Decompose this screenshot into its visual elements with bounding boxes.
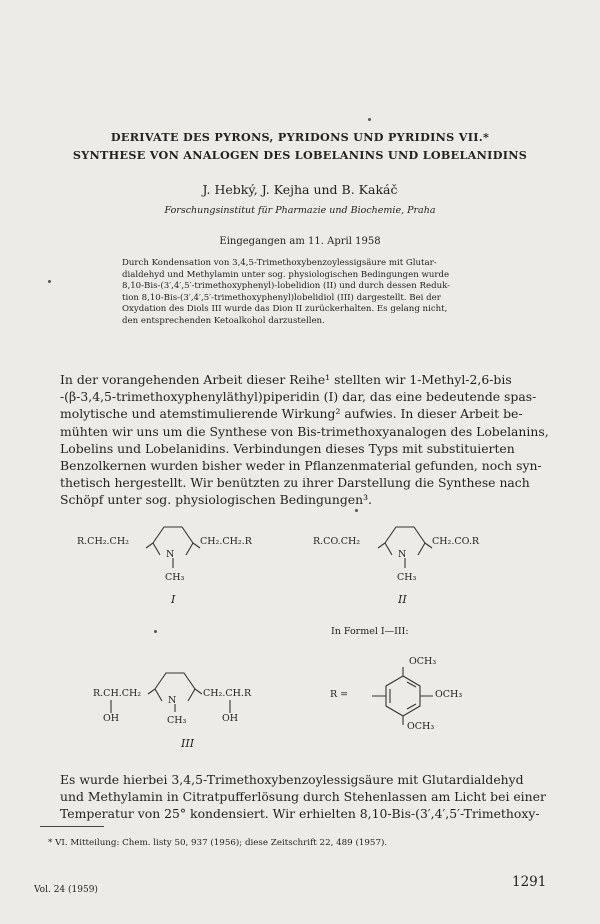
methoxy-bottom: OCH₃	[407, 721, 435, 732]
body-line: molytische und atemstimulierende Wirkung² aufwies. In dieser Arbeit be-	[60, 406, 523, 422]
formula-1-left-chain: R.CH₂.CH₂	[77, 536, 129, 547]
abstract-line: den entsprechenden Ketoalkohol darzustellen.	[122, 315, 325, 326]
footnote: * VI. Mitteilung: Chem. listy 50, 937 (1956); diese Zeitschrift 22, 489 (1957).	[48, 838, 388, 848]
body-line: Schöpf unter sog. physiologischen Bedingungen³.	[60, 492, 372, 508]
body-line: und Methylamin in Citratpufferlösung durch Stehenlassen am Licht bei einer	[60, 789, 546, 805]
formula-1-label: I	[171, 593, 176, 606]
formula-1-nitrogen: N	[166, 549, 175, 560]
speck	[368, 118, 371, 121]
formula-3-label: III	[181, 737, 195, 750]
abstract-line: tion 8,10-Bis-(3′,4′,5′-trimethoxyphenyl)lobelidiol (III) dargestellt. Bei der	[122, 292, 441, 303]
abstract-line: 8,10-Bis-(3′,4′,5′-trimethoxyphenyl)-lobelidion (II) und durch dessen Reduk-	[122, 281, 451, 292]
formula-3-methyl: CH₃	[167, 715, 187, 726]
methoxy-right: OCH₃	[435, 689, 463, 700]
article-title-line1: DERIVATE DES PYRONS, PYRIDONS UND PYRIDINS VII.*	[110, 130, 490, 144]
abstract-line: Durch Kondensation von 3,4,5-Trimethoxybenzoylessigsäure mit Glutar-	[122, 258, 437, 268]
formula-note: In Formel I—III:	[331, 626, 409, 637]
formula-3-left-chain: R.CH.CH₂	[93, 688, 142, 699]
abstract-line: Oxydation des Diols III wurde das Dion II zurückerhalten. Es gelang nicht,	[122, 304, 448, 315]
formula-1-right-chain: CH₂.CH₂.R	[200, 536, 252, 547]
body-line: mühten wir uns um die Synthese von Bis-trimethoxyanalogen des Lobelanins,	[60, 423, 549, 439]
institute-affiliation: Forschungsinstitut für Pharmazie und Biochemie, Praha	[164, 205, 436, 216]
formula-3-nitrogen: N	[168, 695, 177, 706]
article-title-line2: SYNTHESE VON ANALOGEN DES LOBELANINS UND LOBELANIDINS	[72, 148, 528, 162]
formula-1-methyl: CH₃	[165, 572, 185, 583]
formula-2-methyl: CH₃	[397, 572, 417, 583]
received-date: Eingegangen am 11. April 1958	[219, 236, 381, 247]
body-paragraph-2	[60, 771, 560, 823]
speck	[154, 630, 157, 633]
abstract-line: dialdehyd und Methylamin unter sog. physiologischen Bedingungen wurde	[122, 269, 450, 280]
body-line: Temperatur von 25° kondensiert. Wir erhielten 8,10-Bis-(3′,4′,5′-Trimethoxy-	[60, 806, 540, 822]
formula-2-left-chain: R.CO.CH₂	[313, 536, 361, 547]
body-line: Lobelins und Lobelanidins. Verbindungen dieses Typs mit substituierten	[60, 440, 515, 456]
ring-bond	[153, 527, 193, 543]
body-line: -(β-3,4,5-trimethoxyphenyläthyl)piperidin (I) dar, das eine bedeutende spas-	[60, 389, 537, 405]
body-line: In der vorangehenden Arbeit dieser Reihe¹ stellten wir 1-Methyl-2,6-bis	[60, 372, 512, 387]
body-line: Benzolkernen wurden bisher weder in Pflanzenmaterial gefunden, noch syn-	[60, 458, 542, 474]
formula-2-nitrogen: N	[398, 549, 407, 560]
volume-info: Vol. 24 (1959)	[34, 885, 98, 895]
speck	[48, 280, 51, 283]
footnote-rule	[40, 826, 104, 827]
body-line: thetisch hergestellt. Wir benützten zu ihrer Darstellung die Synthese nach	[60, 475, 530, 491]
substituent-r-equals: R =	[330, 689, 349, 700]
author-list: J. Hebký, J. Kejha und B. Kakáč	[202, 182, 398, 197]
formula-2-right-chain: CH₂.CO.R	[432, 536, 480, 547]
page-number: 1291	[512, 874, 547, 890]
formula-2-label: II	[398, 593, 407, 606]
formula-3-hydroxyl-left: OH	[103, 713, 120, 724]
formula-3-right-chain: CH₂.CH.R	[203, 688, 252, 699]
body-line: Es wurde hierbei 3,4,5-Trimethoxybenzoylessigsäure mit Glutardialdehyd	[60, 772, 524, 787]
speck	[355, 509, 358, 512]
methoxy-top: OCH₃	[409, 656, 437, 667]
formula-3-hydroxyl-right: OH	[222, 713, 239, 724]
